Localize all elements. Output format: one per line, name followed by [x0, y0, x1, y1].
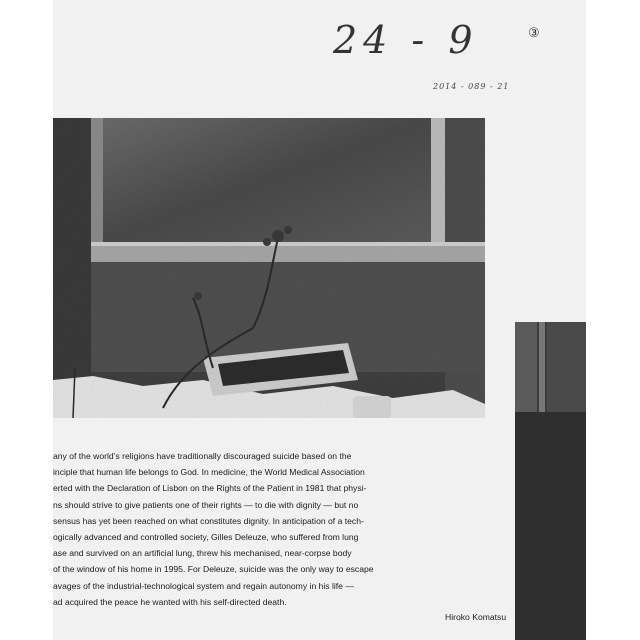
article-text	[53, 448, 513, 610]
author-credit: Hiroko Komatsu	[445, 612, 507, 622]
handwritten-note: 24 - 9	[333, 18, 479, 62]
circled-number: ③	[528, 26, 540, 41]
article-line: ogically advanced and controlled society, Gilles Deleuze, who suffered from lung	[53, 532, 359, 543]
catalog-number: 2014 - 089 - 21	[433, 82, 510, 91]
side-photo-illustration	[515, 322, 586, 640]
article-line: sensus has yet been reached on what constitutes dignity. In anticipation of a tech-	[53, 515, 364, 526]
side-photo-fragment	[515, 322, 586, 640]
article-line: of the window of his home in 1995. For Deleuze, suicide was the only way to escape	[53, 564, 374, 575]
article-line: erted with the Declaration of Lisbon on the Rights of the Patient in 1981 that physi-	[53, 483, 367, 494]
window-plant-photo	[53, 118, 485, 418]
article-line: inciple that human life belongs to God. In medicine, the World Medical Association	[53, 467, 365, 478]
article-line: any of the world’s religions have traditionally discouraged suicide based on the	[53, 451, 352, 461]
printed-page	[53, 0, 586, 640]
article-line: ns should strive to give patients one of their rights — to die with dignity — but no	[53, 499, 359, 510]
photo-illustration	[53, 118, 485, 418]
article-line: ad acquired the peace he wanted with his self-directed death.	[53, 596, 287, 607]
article-line: ase and survived on an artificial lung, threw his mechanised, near-corpse body	[53, 548, 352, 559]
article-line: avages of the industrial-technological system and regain autonomy in his life —	[53, 580, 354, 591]
